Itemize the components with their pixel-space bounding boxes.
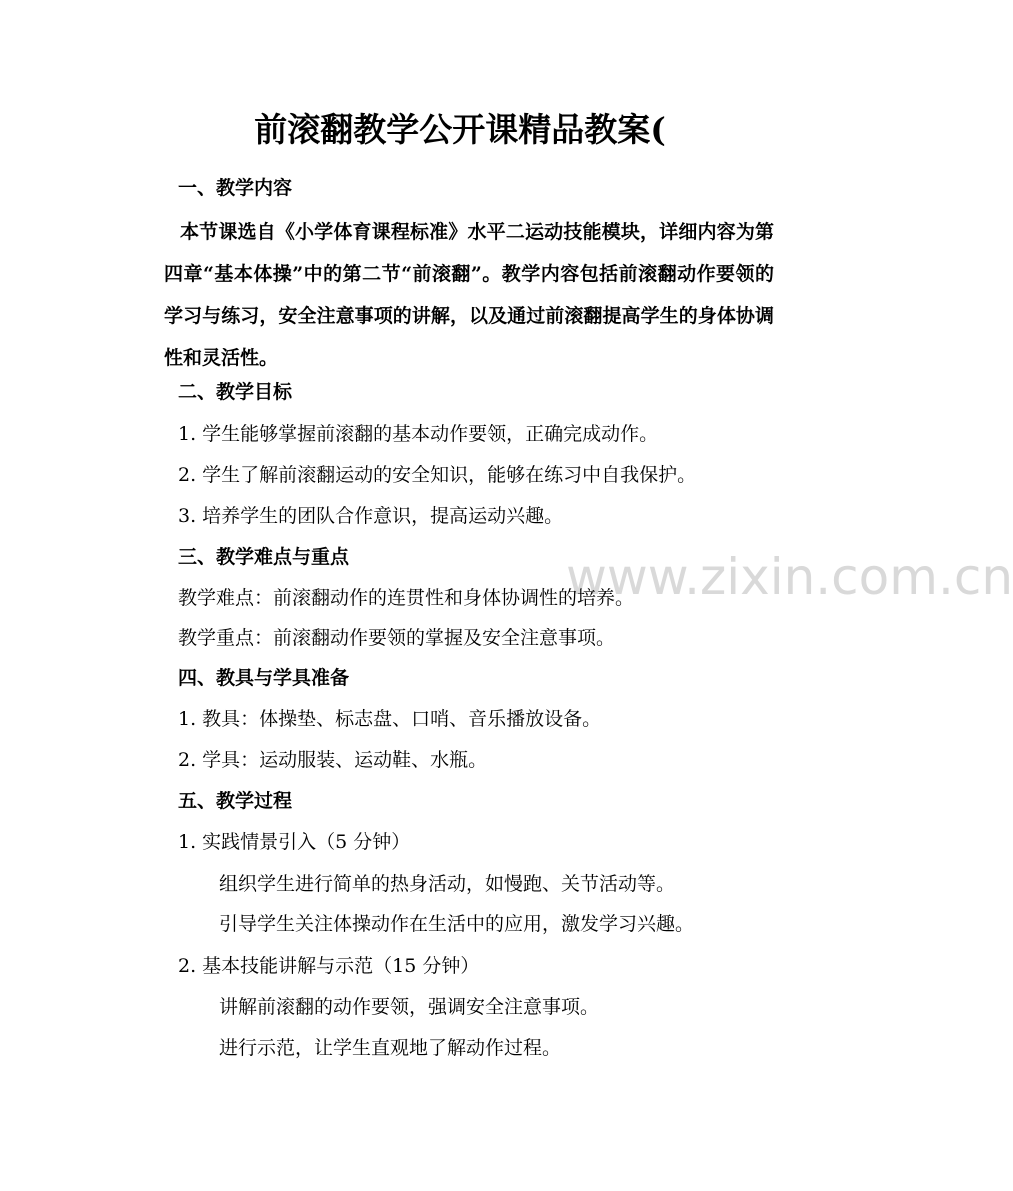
document-title: 前滚翻教学公开课精品教案( bbox=[254, 110, 666, 149]
process-step-line: 组织学生进行简单的热身活动，如慢跑、关节活动等。 bbox=[219, 873, 676, 895]
heading-preparation: 四、教具与学具准备 bbox=[178, 667, 350, 689]
heading-process: 五、教学过程 bbox=[178, 790, 293, 812]
difficulty-text: 教学难点：前滚翻动作的连贯性和身体协调性的培养。 bbox=[178, 587, 635, 609]
process-step-line: 讲解前滚翻的动作要领，强调安全注意事项。 bbox=[219, 996, 600, 1018]
process-step-title: 2. 基本技能讲解与示范（15 分钟） bbox=[178, 955, 480, 977]
process-step-title: 1. 实践情景引入（5 分钟） bbox=[178, 831, 411, 853]
objective-item: 1. 学生能够掌握前滚翻的基本动作要领，正确完成动作。 bbox=[178, 423, 659, 445]
process-step-line: 引导学生关注体操动作在生活中的应用，激发学习兴趣。 bbox=[219, 913, 695, 935]
objective-item: 3. 培养学生的团队合作意识，提高运动兴趣。 bbox=[178, 505, 564, 527]
process-step-line: 进行示范，让学生直观地了解动作过程。 bbox=[219, 1037, 562, 1059]
watermark: www.zixin.com.cn bbox=[566, 548, 1013, 606]
heading-content: 一、教学内容 bbox=[178, 177, 293, 199]
objective-item: 2. 学生了解前滚翻运动的安全知识，能够在练习中自我保护。 bbox=[178, 464, 697, 486]
preparation-item: 1. 教具：体操垫、标志盘、口哨、音乐播放设备。 bbox=[178, 708, 602, 730]
content-paragraph: 本节课选自《小学体育课程标准》水平二运动技能模块，详细内容为第四章“基本体操”中的第二节“前滚翻”。教学内容包括前滚翻动作要领的学习与练习，安全注意事项的讲解，以及通过前滚翻提高学生的身体协调性和灵活性。 bbox=[164, 221, 774, 369]
heading-difficulty: 三、教学难点与重点 bbox=[178, 546, 350, 568]
key-point-text: 教学重点：前滚翻动作要领的掌握及安全注意事项。 bbox=[178, 627, 616, 649]
heading-objectives: 二、教学目标 bbox=[178, 381, 293, 403]
preparation-item: 2. 学具：运动服装、运动鞋、水瓶。 bbox=[178, 749, 488, 771]
